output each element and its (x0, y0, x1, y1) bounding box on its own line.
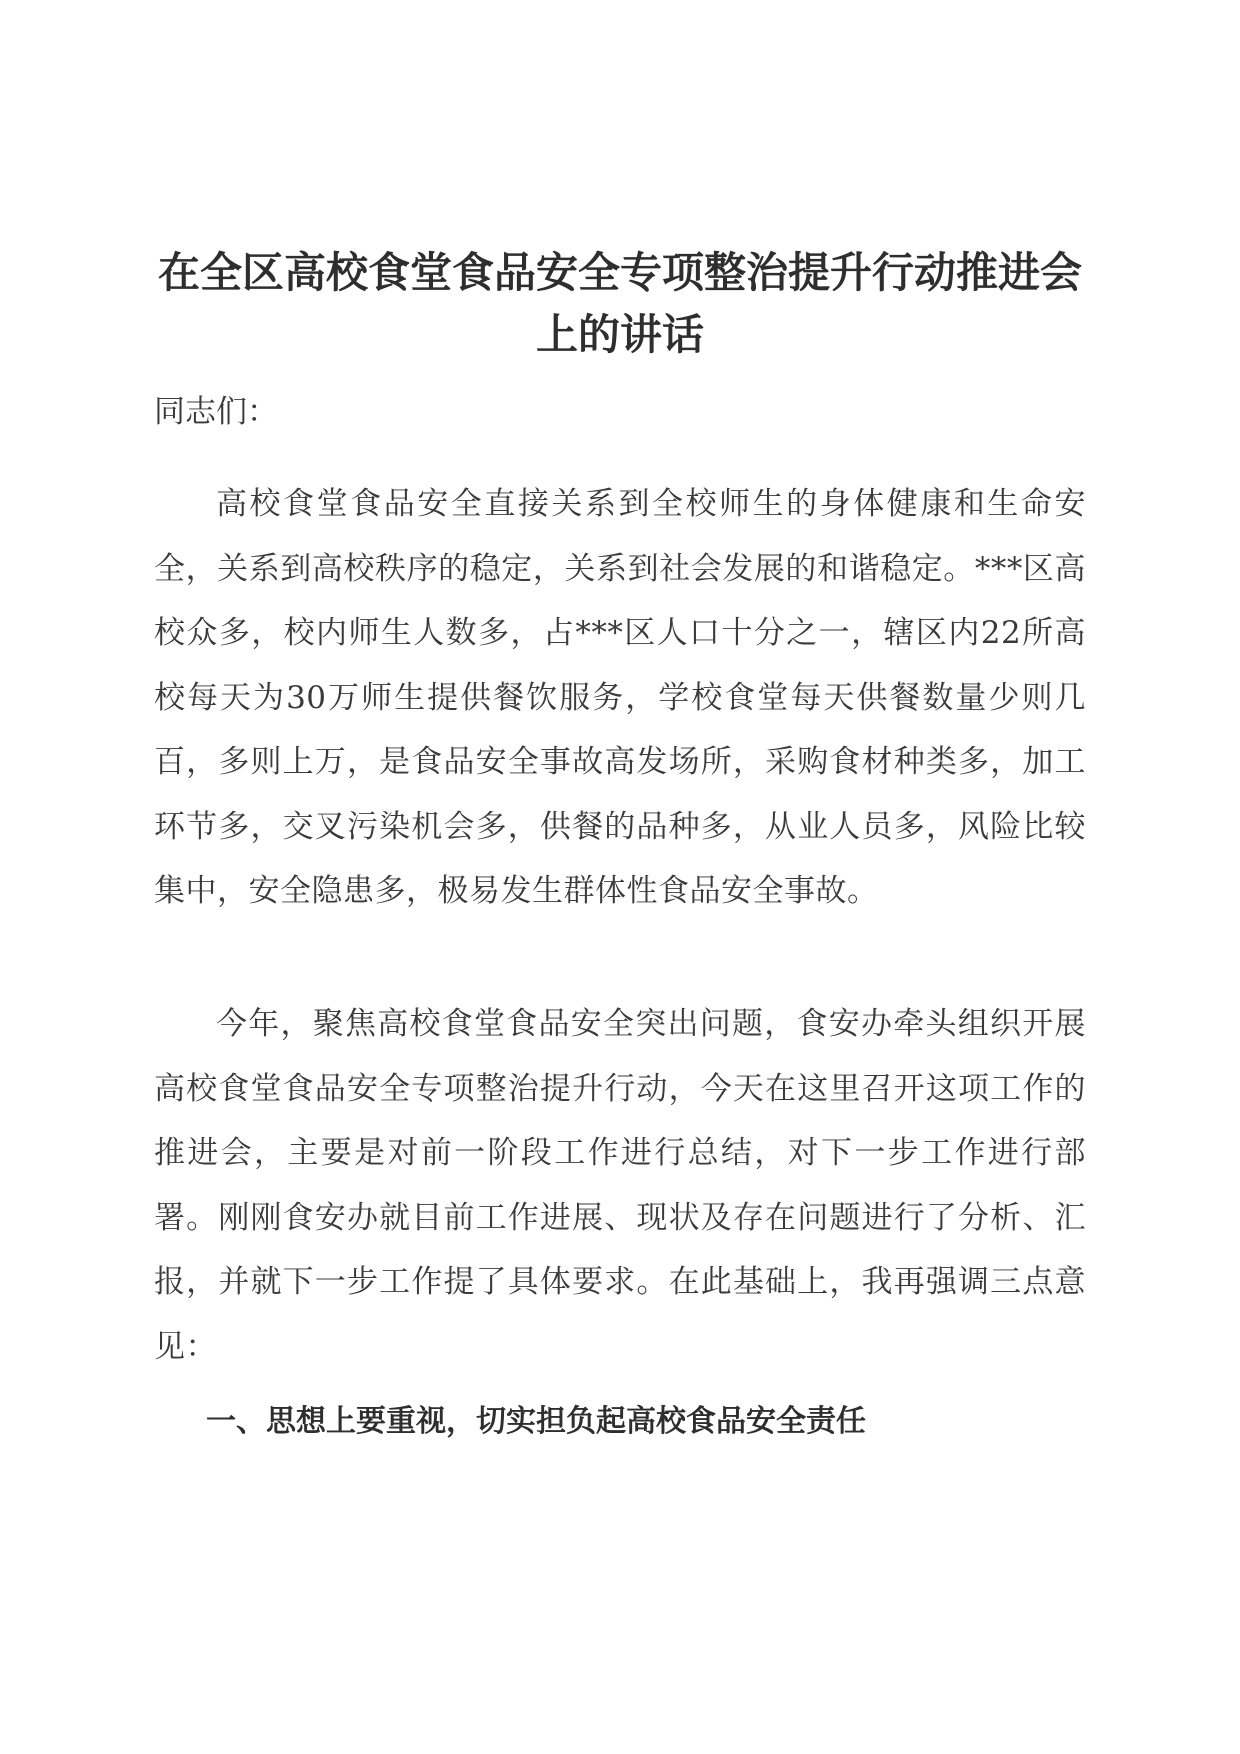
document-title: 在全区高校食堂食品安全专项整治提升行动推进会上的讲话 (157, 248, 1082, 359)
body-paragraph: 高校食堂食品安全直接关系到全校师生的身体健康和生命安全，关系到高校秩序的稳定，关系到社会发展的和谐稳定。***区高校众多，校内师生人数多，占***区人口十分之一，辖区内22所高校每天为30万师生提供餐饮服务，学校食堂每天供餐数量少则几百，多则上万，是食品安全事故高发场所，采购食材种类多，加工环节多，交叉污染机会多，供餐的品种多，从业人员多，风险比较集中，安全隐患多，极易发生群体性食品安全事故。 (154, 486, 1086, 909)
body-paragraph: 今年，聚焦高校食堂食品安全突出问题，食安办牵头组织开展高校食堂食品安全专项整治提升行动，今天在这里召开这项工作的推进会，主要是对前一阶段工作进行总结，对下一步工作进行部署。刚刚食安办就目前工作进展、现状及存在问题进行了分析、汇报，并就下一步工作提了具体要求。在此基础上，我再强调三点意见： (154, 1006, 1086, 1365)
section-heading: 一、思想上要重视，切实担负起高校食品安全责任 (206, 1404, 866, 1439)
salutation: 同志们： (154, 394, 278, 430)
